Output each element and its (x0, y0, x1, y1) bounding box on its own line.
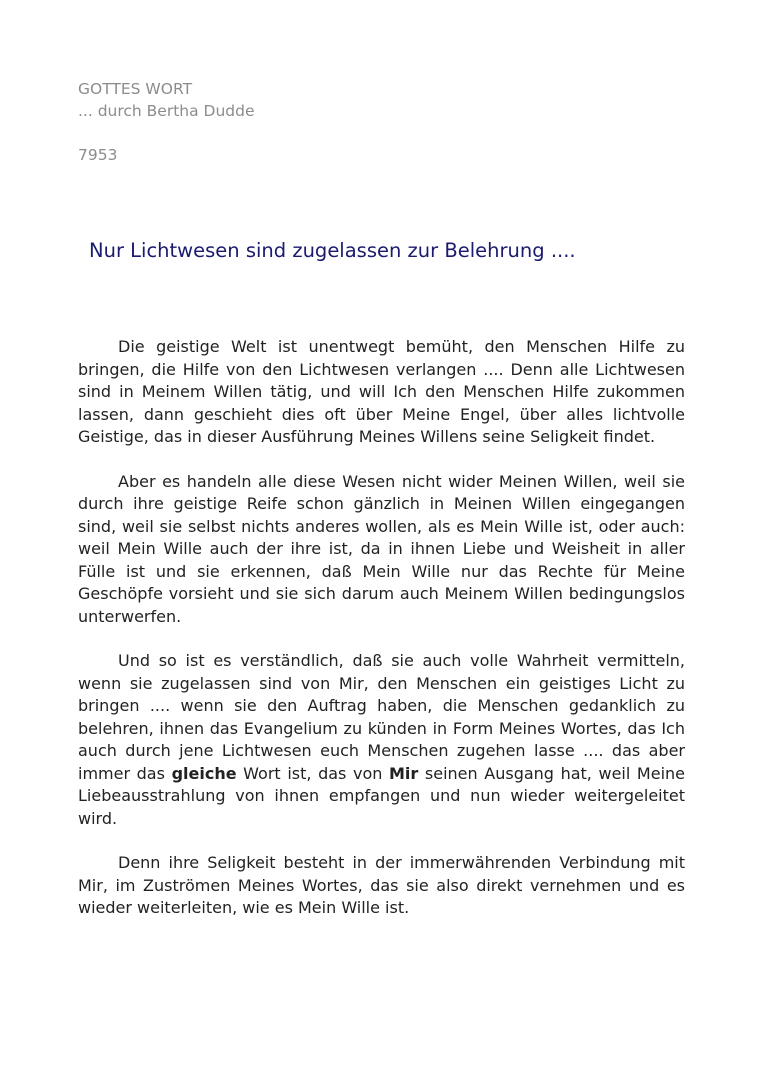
paragraph-1: Die geistige Welt ist unentwegt bemüht, den Menschen Hilfe zu bringen, die Hilfe von den Lichtwesen verlangen .... Denn alle Lichtwesen sind in Meinem Willen tätig, und will Ich den Menschen Hilfe zukommen lassen, dann geschieht dies oft über Meine Engel, über alles lichtvolle Geistige, das in dieser Ausführung Meines Willens seine Seligkeit findet. (78, 337, 685, 446)
paragraph-3 (78, 650, 685, 830)
document-title: Nur Lichtwesen sind zugelassen zur Belehrung .... (89, 239, 576, 262)
document-number: 7953 (78, 146, 118, 164)
document-body (78, 336, 685, 942)
author-line: ... durch Bertha Dudde (78, 102, 255, 120)
series-title: GOTTES WORT (78, 80, 193, 98)
paragraph-2: Aber es handeln alle diese Wesen nicht wider Meinen Willen, weil sie durch ihre geistige Reife schon gänzlich in Meinen Willen eingegangen sind, weil sie selbst nichts anderes wollen, als es Mein Wille ist, oder auch: weil Mein Wille auch der ihre ist, da in ihnen Liebe und Weisheit in aller Fülle ist und sie erkennen, daß Mein Wille nur das Rechte für Meine Geschöpfe vorsieht und sie sich darum auch Meinem Willen bedingungslos unterwerfen. (78, 471, 685, 626)
emphasis-gleiche: gleiche (171, 763, 237, 783)
paragraph-4: Denn ihre Seligkeit besteht in der immerwährenden Verbindung mit Mir, im Zuströmen Meines Wortes, das sie also direkt vernehmen und es wieder weiterleiten, wie es Mein Wille ist. (78, 853, 685, 917)
paragraph-3-part-1: Und so ist es verständlich, daß sie auch volle Wahrheit vermitteln, wenn sie zugelassen sind von Mir, den Menschen ein geistiges Licht zu bringen .... wenn sie den Auftrag haben, die Menschen gedanklich zu belehren, ihnen das Evangelium zu künden in Form Meines Wortes, das Ich auch durch jene Lichtwesen euch Menschen zugehen lasse .... das aber immer das (78, 651, 685, 783)
document-header (78, 78, 255, 166)
paragraph-3-part-3: seinen Ausgang hat, weil Meine Liebeausstrahlung von ihnen empfangen und nun wieder weitergeleitet wird. (78, 763, 685, 828)
paragraph-3-part-2: Wort ist, das von (236, 763, 389, 783)
emphasis-mir: Mir (389, 763, 419, 783)
